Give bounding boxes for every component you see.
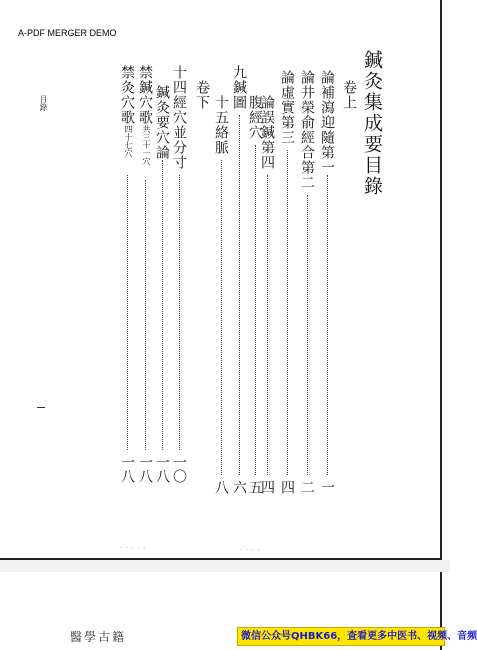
toc-page-number: 一 [319, 480, 335, 494]
toc-entry-label: 腹經穴 [247, 95, 263, 140]
toc-leader-dots [287, 150, 288, 475]
toc-page-number: 一八 [119, 455, 135, 483]
page-gap [0, 560, 450, 572]
scan-artifact: · · · · [240, 547, 261, 554]
toc-entry-label: 論井榮俞經合第二 [299, 70, 315, 190]
toc-page-number: 四 [279, 480, 295, 494]
toc-leader-dots [162, 160, 163, 450]
volume-upper-heading: 卷上 [341, 80, 357, 110]
toc-entry-label: 禁灸穴歌 [119, 65, 135, 125]
toc-page-number: 一八 [137, 455, 153, 483]
toc-leader-dots [255, 145, 256, 475]
scan-artifact: · · · · · [120, 545, 147, 552]
toc-entry-label: 論誤鍼第四 [259, 95, 275, 170]
toc-leader-dots [145, 180, 146, 450]
book-title: 鍼灸集成要目錄 [361, 50, 383, 197]
promo-banner[interactable]: 微信公众号QHBK66，查看更多中医书、视频、音频 [237, 627, 445, 646]
toc-entry-label: 十五絡脈 [213, 95, 229, 155]
toc-page-number: 四 [259, 480, 275, 494]
toc-entry-label: 十四經穴並分寸 [171, 65, 187, 170]
toc-entry-label: 論補瀉迎隨第一 [319, 70, 335, 175]
margin-label: 目錄 [39, 95, 48, 111]
toc-entry-label: 禁鍼穴歌 [137, 65, 153, 125]
toc-page-number: 一〇 [171, 455, 187, 483]
toc-entry-label: 九鍼圖 [231, 65, 247, 110]
margin-mark [37, 407, 45, 408]
toc-page-number: 二 [299, 480, 315, 494]
merger-watermark: A-PDF MERGER DEMO [18, 28, 117, 38]
bottom-page-text: 醫學古籍 [70, 630, 127, 644]
toc-entry-note: 共三十一穴 [142, 125, 151, 165]
toc-page-number: 八 [213, 480, 229, 494]
toc-page-number: 一八 [154, 455, 170, 483]
toc-leader-dots [127, 175, 128, 450]
toc-entry-label: 論虛實第三 [279, 70, 295, 145]
toc-leader-dots [239, 115, 240, 475]
volume-lower-heading: 卷下 [194, 80, 210, 110]
toc-leader-dots [327, 175, 328, 475]
toc-leader-dots [179, 175, 180, 450]
toc-leader-dots [267, 175, 268, 475]
toc-entry-note: 四十七穴 [124, 125, 133, 157]
toc-page-number: 六 [231, 480, 247, 494]
toc-entry-label: 鍼灸要穴論 [154, 85, 170, 160]
toc-leader-dots [221, 160, 222, 475]
toc-leader-dots [307, 195, 308, 475]
toc-page-number: 五 [247, 480, 263, 494]
